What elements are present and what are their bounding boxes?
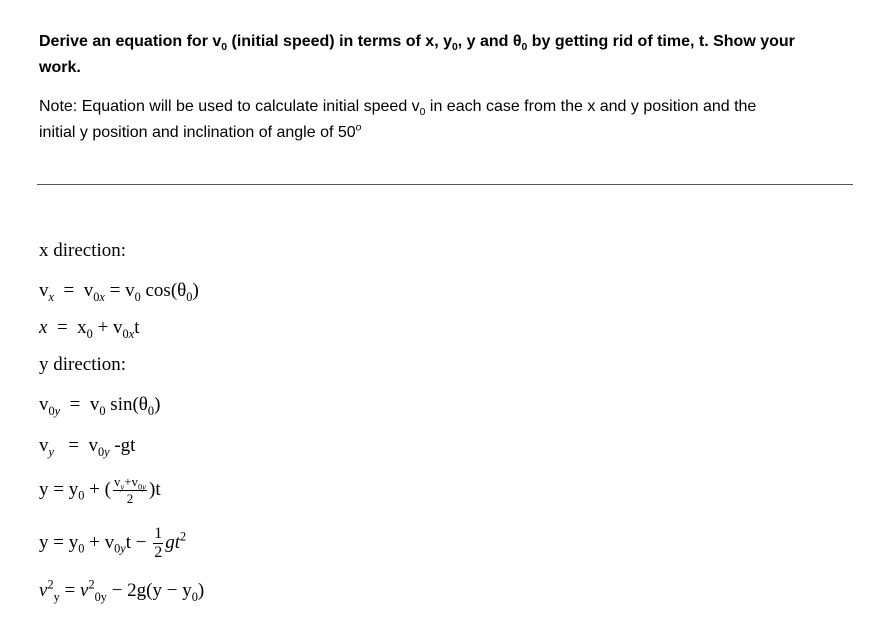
equation-v-squared: $v^2_y = v^2_{0y} - 2g(y - y_0)$ — [39, 577, 205, 604]
question-line-2: work. — [39, 59, 81, 76]
equation-vx: $v_x = v_{0x} = v_0$ $\cos(\theta_0)$ — [39, 280, 199, 304]
equation-x: $x = x_0 + v_{0x}t$ — [39, 317, 140, 341]
x-direction-heading: x direction: — [39, 240, 127, 261]
note-line-1: Note: Equation will be used to calculate initial speed $v_0$ in each case from the x and y position and the — [39, 98, 757, 119]
note-line-2: initial y position and inclination of angle of 50$^o$ — [39, 122, 362, 141]
equation-y-average-velocity: $y = y_0$ + ( $\frac{v_y+v_{0y}}{2}$ )t — [39, 474, 161, 506]
horizontal-divider — [37, 184, 853, 185]
equation-vy: $v_y = v_{0y}$ -gt — [39, 435, 136, 459]
question-line-1: Derive an equation for $v_0$ (initial speed) in terms of x, $y_0$, y and $\theta_0$ by getting rid of time, t. Show your — [39, 33, 795, 54]
equation-y-kinematic: $y = y_0 + v_{0y}t$ − $\frac{1}{2}$ $gt^2$ — [39, 525, 187, 561]
equation-v0y: $v_{0y} = v_0$ $\sin(\theta_0)$ — [39, 394, 161, 418]
y-direction-heading: y direction: — [39, 354, 127, 375]
